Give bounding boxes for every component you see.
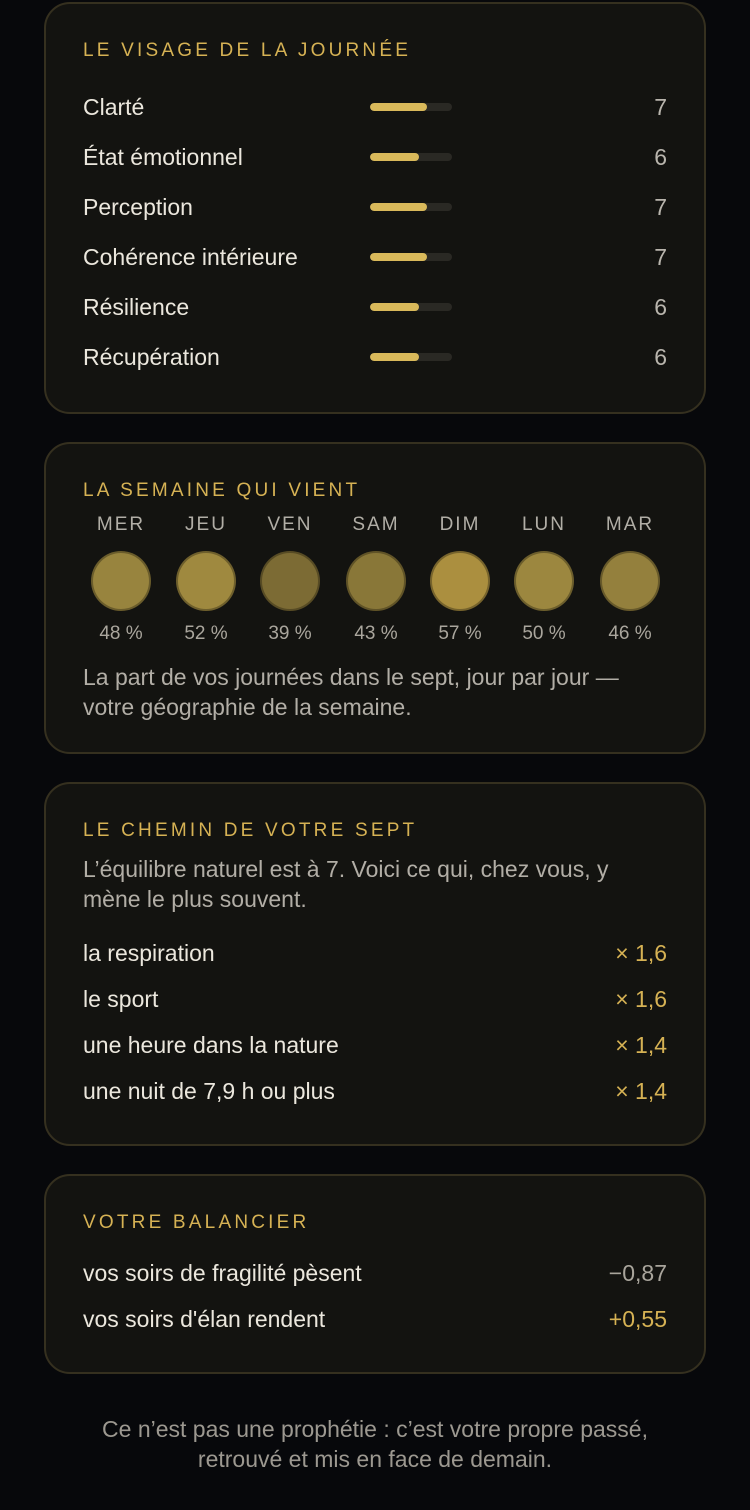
path-item-multiplier: × 1,4 [615, 1078, 667, 1104]
metric-label: Perception [83, 194, 193, 220]
day-percent: 39 % [268, 623, 312, 644]
day-percent: 48 % [99, 623, 143, 644]
metric-bar-fill [370, 353, 419, 361]
metric-label: Résilience [83, 294, 190, 320]
chemin-description: L’équilibre naturel est à 7. Voici ce qui, chez vous, y mène le plus souvent. [83, 856, 609, 912]
day-name: MER [96, 514, 146, 535]
metric-value: 6 [654, 344, 667, 370]
day-name: MAR [605, 514, 655, 535]
day-percent: 50 % [522, 623, 566, 644]
day-column [161, 514, 251, 645]
path-item-label: une nuit de 7,9 h ou plus [83, 1078, 335, 1104]
path-item-multiplier: × 1,6 [615, 940, 667, 966]
semaine-title: LA SEMAINE QUI VIENT [83, 480, 361, 501]
day-dot [430, 551, 490, 611]
balancier-value: +0,55 [608, 1306, 667, 1332]
metric-value: 6 [654, 294, 667, 320]
metric-value: 6 [654, 144, 667, 170]
day-name: SAM [352, 514, 400, 535]
semaine-card [44, 442, 706, 754]
day-column [415, 514, 505, 645]
day-name: LUN [521, 514, 566, 535]
path-item-label: le sport [83, 986, 159, 1012]
metric-bar [370, 153, 452, 161]
day-dot [176, 551, 236, 611]
balancier-label: vos soirs d'élan rendent [83, 1306, 326, 1332]
metric-bar-fill [370, 153, 419, 161]
semaine-description: La part de vos journées dans le sept, jour par jour — votre géographie de la semaine. [83, 664, 619, 720]
day-column [585, 514, 675, 645]
footer-line-2: retrouvé et mis en face de demain. [197, 1446, 553, 1472]
balancier-card [44, 1174, 706, 1374]
footer-note [0, 1414, 750, 1474]
day-name: JEU [185, 514, 227, 535]
metric-bar-fill [370, 103, 427, 111]
path-item [46, 1030, 704, 1060]
metric-row [46, 142, 704, 172]
balancier-label: vos soirs de fragilité pèsent [83, 1260, 362, 1286]
day-column [76, 514, 166, 645]
metric-label: Récupération [83, 344, 220, 370]
path-item-label: la respiration [83, 940, 215, 966]
metric-bar [370, 303, 452, 311]
day-dot [600, 551, 660, 611]
metric-bar-fill [370, 303, 419, 311]
footer-line-1: Ce n’est pas une prophétie : c’est votre propre passé, [102, 1416, 648, 1442]
day-percent: 52 % [184, 623, 228, 644]
visage-card [44, 2, 706, 414]
balancier-title: VOTRE BALANCIER [83, 1212, 310, 1233]
chemin-card [44, 782, 706, 1146]
day-name: DIM [439, 514, 481, 535]
metric-bar-fill [370, 253, 427, 261]
day-dot [260, 551, 320, 611]
day-name: VEN [267, 514, 313, 535]
metric-bar-fill [370, 203, 427, 211]
path-item-label: une heure dans la nature [83, 1032, 339, 1058]
day-percent: 46 % [608, 623, 652, 644]
metric-row [46, 342, 704, 372]
metric-row [46, 192, 704, 222]
balancier-value: −0,87 [608, 1260, 667, 1286]
metric-label: Cohérence intérieure [83, 244, 298, 270]
path-item [46, 938, 704, 968]
balancier-row [46, 1258, 704, 1288]
metric-row [46, 292, 704, 322]
metric-row [46, 92, 704, 122]
path-item-multiplier: × 1,4 [615, 1032, 667, 1058]
path-item [46, 984, 704, 1014]
day-column [331, 514, 421, 645]
metric-bar [370, 103, 452, 111]
visage-title: LE VISAGE DE LA JOURNÉE [83, 40, 412, 61]
metric-value: 7 [654, 194, 667, 220]
metric-bar [370, 253, 452, 261]
day-column [245, 514, 335, 645]
path-item-multiplier: × 1,6 [615, 986, 667, 1012]
day-percent: 57 % [438, 623, 482, 644]
chemin-title: LE CHEMIN DE VOTRE SEPT [83, 820, 418, 841]
day-dot [91, 551, 151, 611]
day-column [499, 514, 589, 645]
metric-label: Clarté [83, 94, 145, 120]
balancier-row [46, 1304, 704, 1334]
metric-bar [370, 203, 452, 211]
day-dot [346, 551, 406, 611]
metric-value: 7 [654, 244, 667, 270]
metric-row [46, 242, 704, 272]
day-percent: 43 % [354, 623, 398, 644]
path-item [46, 1076, 704, 1106]
metric-bar [370, 353, 452, 361]
metric-label: État émotionnel [83, 144, 243, 170]
metric-value: 7 [654, 94, 667, 120]
day-dot [514, 551, 574, 611]
